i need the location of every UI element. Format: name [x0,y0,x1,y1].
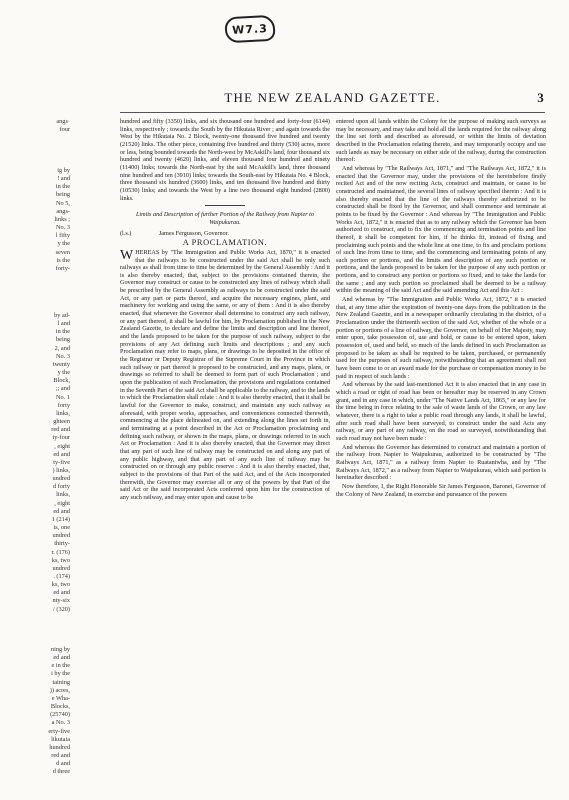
section-heading: Limits and Description of further Portion of the Railway from Napier to Waipukurau. [135,211,314,226]
archive-stamp: W7.3 [224,15,275,44]
left-margin-fragment-2: by ad- l and in the being 2, and No. 3 twenty y the Block, ;; and No. 1 forty links, ghteen red and ty-four , eight ed and ty-five ) links, undred d forty links, , eight ed and 1 (214) ts, one undred thirty- r. (176) ks, two undred . (174) ks, two ed and nty-six / (320) [51,312,70,613]
recital-continuation: entered upon all lands within the Colony for the purpose of making such surveys as may be necessary, and may take and hold all the lands required for the railway along the line set forth and described as aforesaid, or within the limits of deviation described in the Proclamation relating thereto, and may temporarily occupy and use such lands as may be necessary on either side of the railway, during the construction thereof: [336,118,546,164]
section-divider [205,205,245,206]
boundary-description: hundred and fifty (3350) links, and six thousand one hundred and forty-four (6144) links, respectively ; towards the South by the Hikutaia River ; and again towards the West by the Hikutaia No. 2 Block, twenty-one thousand five hundred and twenty (21520) links. The other piece, containing five hundred and thirty (530) acres, more or less, being bounded towards the North-west by McAskill's land, four thousand six hundred and twenty (4620) links, and eleven thousand four hundred and ninety (11400) links; towards the North-east by the said McAskill's land, three thousand nine hundred and ten (3910) links; towards the South-east by Hikutaia No. 4 Block, three thousand six hundred (3600) links, and ten thousand five hundred and thirty (10530) links; and towards the West by a line two thousand eight hundred (2800) links. [120,118,330,202]
enacting-clause: Now therefore, I, the Right Honorable Sir James Fergusson, Baronet, Governor of the Colony of New Zealand, in exercise and pursuance of the powers [336,482,546,498]
entry-possession-recital: And whereas by "The Immigration and Public Works Act, 1872," it is enacted that, at any time after the expiration of twenty-one days from the publication in the New Zealand Gazette, and in a newspaper ordinarily circulating in the district, of a Proclamation under the thirteenth section of the said Act, whether of the whole or a portion or portions of a line of railway, the Governor, on behalf of Her Majesty, may enter upon, take possession of, use and hold, or cause to be entered upon, taken possession of, used and held, so much of the lands defined in such Proclamation as proposed to be taken as shall be required to be taken, purchased, or permanently used for the purposes of such railway, notwithstanding that an agreement shall not have been come to or an award made for the purchase or compensation money to be paid in respect of such lands : [336,296,546,380]
header-rule [120,112,545,113]
left-margin-fragment-3: ning by ed and e in the i by the taining )) acres, e Wha- Blocks, (25740) a No. 3 erty-five likutaia hundred red and d and d three [48,646,70,776]
governor-signature-line [120,230,330,238]
column-left [120,118,330,790]
recital-text: HEREAS by "The Immigration and Public Works Act, 1870," it is enacted that the railways to be constructed under the said Act shall be only such railways as shall from time to time be determined by the General Assembly : And it is also thereby enacted, that, subject to the provisions contained therein, the Governor may construct or cause to be constructed any lines of railway which shall be prescribed by the General Assembly as railways to be constructed under the said Act, or any part or parts thereof, and acquire the necessary engines, plant, and machinery for working and using the same, or any of them : And it is also thereby enacted, that whenever the Governor shall determine to construct any such railway, or any part thereof, it shall be lawful for him, by Proclamation published in the New Zealand Gazette, to declare and define the limits and description and line thereof, and the lands proposed to be taken for the purpose of such railway, subject to the provisions of any Act defining such limits and descriptions ; and any such Proclamation may refer to maps, plans, or drawings to be deposited in the office of the Registrar or Deputy Registrar of the Supreme Court in the Province in which such railway or part thereof is proposed to be constructed, and any maps, plans, or drawings so referred to shall be deemed to form part of such Proclamation ; and upon the publication of such Proclamation, the provisions and regulations contained in the Seventh Part of the said Act shall be applicable to the railway, and to the lands to which the Proclamation shall relate : And it is also thereby enacted, that it shall be lawful for the Governor to make, construct, and maintain any such railway as aforesaid, with proper works, approaches, and conveniences connected therewith, commencing at the place delineated on, and extending along the lines set forth in, and terminating at a point described in the Act or Proclamation proclaiming and defining such railway, or shown in the maps, plans, or drawings referred to in such Act or Proclamation : And it is also thereby enacted, that the Governor may direct that any part of such line of railway may be constructed on and along any part of any public highway, and that any part of any such line of railway may be constructed on or through any public reserve : And it is also thereby enacted, that, subject to the provisions of that Part of the said Act, and of the Acts incorporated therewith, the Governor may exercise all or any of the powers by that Part of the said Act or the said incorporated Acts conferred upon him for the construction of any such railway, and may enter upon and cause to be [120,248,330,501]
page-number: 3 [537,90,545,105]
column-right [336,118,546,790]
determination-recital: And whereas the Governor has determined to construct and maintain a portion of the railway from Napier to Waipukurau, authorized to be constructed by "The Railways Act, 1871," as a railway from Napier to Ruataniwha, and by "The Railways Act, 1872," as a railway from Napier to Waipukurau, which said portion is hereinafter described : [336,443,546,482]
governor-name: James Fergusson, Governor. [158,229,229,237]
railways-act-recital: And whereas by "The Railways Act, 1871," and "The Railways Act, 1872," it is enacted that the Governor may, under the provisions of the hereinbefore firstly recited Act and of the now reciting Acts, construct and maintain, or cause to be constructed and maintained, the several lines of railway specified therein : And it is also thereby enacted that the line of the railways thereby authorized to be constructed shall be fixed by the Governor, and shall commence and terminate at points to be fixed by the Governor : And whereas by "The Immigration and Public Works Act, 1872," it is enacted that as to any railway which the Governor has been authorized to construct, and to fix the commencing and termination points and line thereof, it shall be competent for him, if he thinks fit, instead of fixing and proclaiming such points and the whole line at one time, to fix and proclaim portions of such line from time to time, and the commencing and terminating points of any such portion or portions, and the limits and description of any such portion or portions, and the lands proposed to be taken for the purpose of any such portion or portions, and to construct any portion or portions so fixed, and to take the lands for the same ; and any such portion so proclaimed shall be deemed to be a railway within the meaning of the said Act and the said amending Act and this Act : [336,164,546,295]
gazette-title: THE NEW ZEALAND GAZETTE. [224,90,441,105]
seal-mark: (l.s.) [120,229,132,237]
gazette-header [120,90,545,106]
proclamation-title: A PROCLAMATION. [182,238,268,248]
drop-cap: W [120,247,134,263]
left-margin-fragment-1: angs· four ig by ! and in the being No 5, angs- links ; No. 3 l fifty y the seven is the forty- [54,118,70,272]
road-reservation-recital: And whereas by the said last-mentioned Act it is also enacted that in any case in which a road or right of road has been or hereafter may be reserved in any Crown grant, and in any case in which, under "The Native Lands Act, 1865," or any law for the time being in force relating to the sale of waste lands of the Crown, or any law whatever, there is a right to take a public road through any lands, it shall be lawful, after such road shall have been surveyed, to construct under the said Acts any railway, or any part of any railway, on the road so surveyed, notwithstanding that such road may not have been made : [336,381,546,442]
proclamation-recital [120,249,330,502]
